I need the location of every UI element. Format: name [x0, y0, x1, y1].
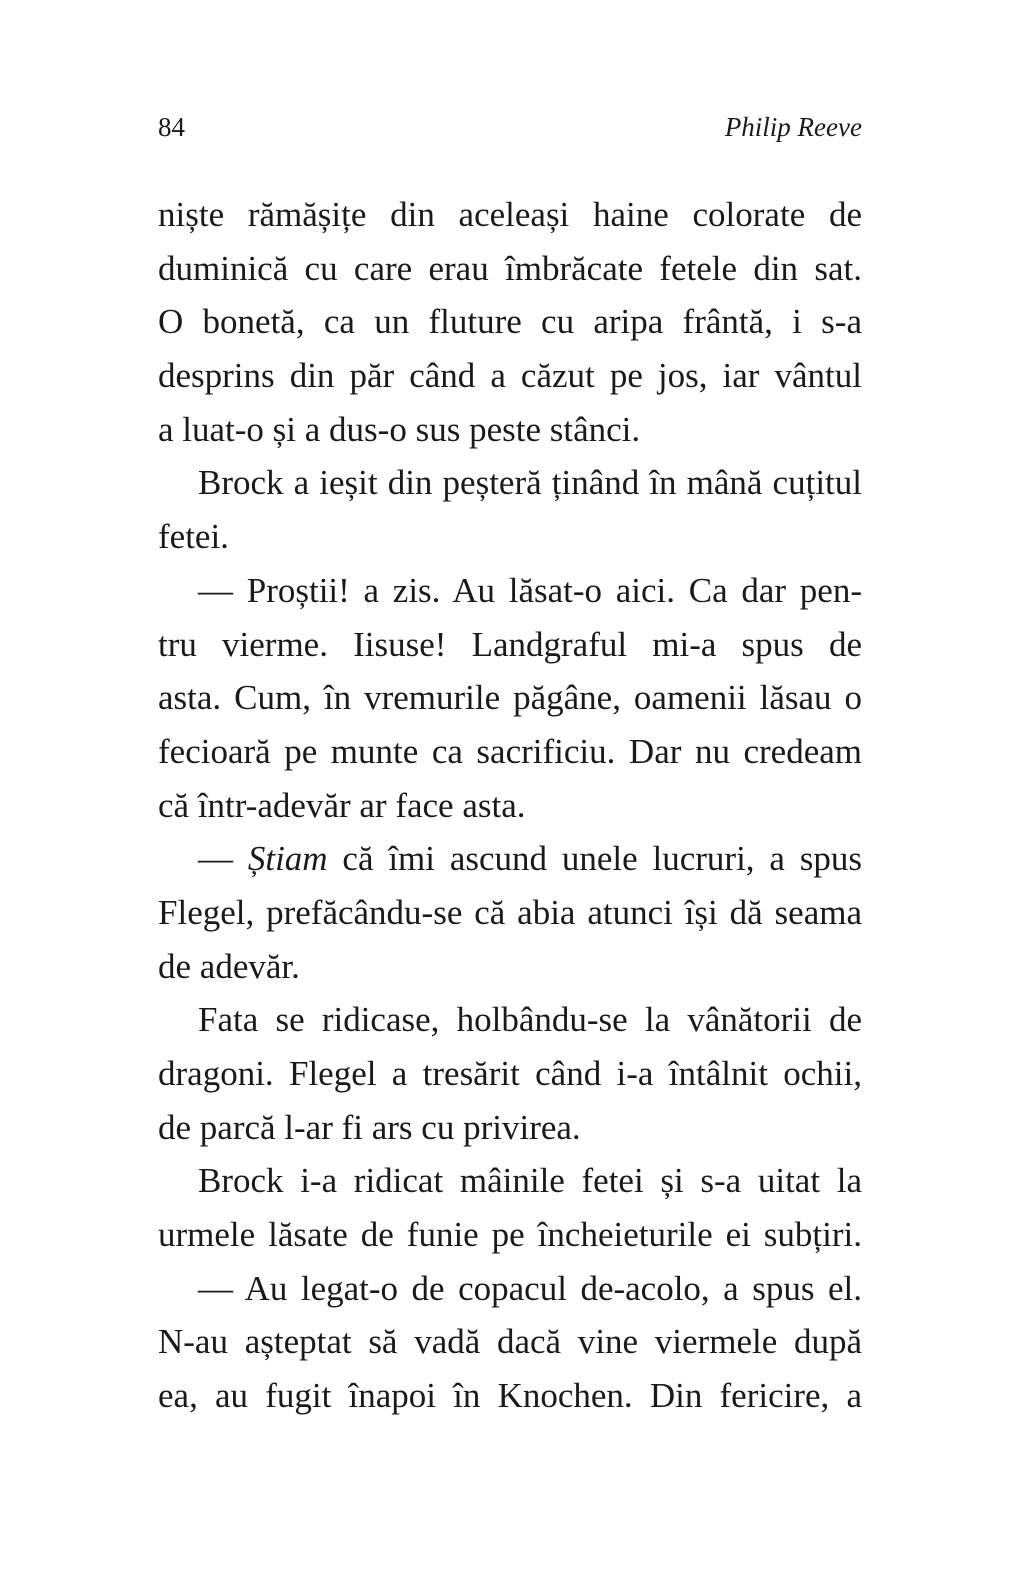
text-segment: — — [198, 839, 248, 879]
text-line: fecioară pe munte ca sacrificiu. Dar nu credeam — [158, 731, 862, 771]
text-line: a luat-o și a dus-o sus peste stânci. — [158, 409, 641, 449]
paragraph — [158, 1154, 862, 1261]
text-line: Brock a ieșit din peșteră ținând în mână cuțitul — [198, 463, 862, 503]
text-line: duminică cu care erau îmbrăcate fetele din sat. — [158, 248, 862, 288]
text-line: de adevăr. — [158, 946, 300, 986]
paragraph — [158, 993, 862, 1154]
text-line: — Proștii! a zis. Au lăsat-o aici. Ca dar pen- — [198, 570, 862, 610]
paragraph — [158, 188, 862, 456]
text-line: de parcă l-ar fi ars cu privirea. — [158, 1107, 581, 1147]
text-line: dragoni. Flegel a tresărit când i-a întâlnit ochii, — [158, 1054, 862, 1093]
paragraph — [158, 564, 862, 832]
text-line: Fata se ridicase, holbându-se la vânătorii de — [198, 1000, 862, 1040]
emphasis: Știam — [247, 839, 328, 879]
text-line: Brock i-a ridicat mâinile fetei și s-a uitat la — [198, 1161, 862, 1201]
paragraph — [158, 456, 862, 563]
text-line: — Au legat-o de copacul de-acolo, a spus el. — [198, 1268, 862, 1308]
paragraph — [158, 1262, 862, 1423]
text-line: Flegel, prefăcându-se că abia atunci își dă seama — [158, 892, 862, 932]
text-line: N-au așteptat să vadă dacă vine viermele după — [158, 1322, 862, 1362]
paragraph — [158, 832, 862, 993]
page-number: 84 — [158, 112, 185, 142]
text-line: tru vierme. Iisuse! Landgraful mi-a spus de — [158, 624, 862, 664]
text-line — [158, 832, 862, 886]
text-line: urmele lăsate de funie pe încheieturile ei subțiri. — [158, 1215, 862, 1255]
text-segment: că îmi ascund unele lucruri, a spus — [327, 839, 863, 879]
text-line: O bonetă, ca un fluture cu aripa frântă, i s-a — [158, 302, 862, 342]
text-line: fetei. — [158, 517, 229, 557]
text-line: că într-adevăr ar face asta. — [158, 785, 526, 825]
text-line: niște rămășițe din aceleași haine colorate de — [158, 195, 862, 234]
text-line: asta. Cum, în vremurile păgâne, oamenii lăsau o — [158, 678, 862, 718]
text-line: desprins din păr când a căzut pe jos, iar vântul — [158, 356, 862, 396]
text-line: ea, au fugit înapoi în Knochen. Din fericire, a — [158, 1376, 862, 1416]
running-header-author: Philip Reeve — [724, 112, 862, 142]
body-text — [158, 188, 862, 1423]
